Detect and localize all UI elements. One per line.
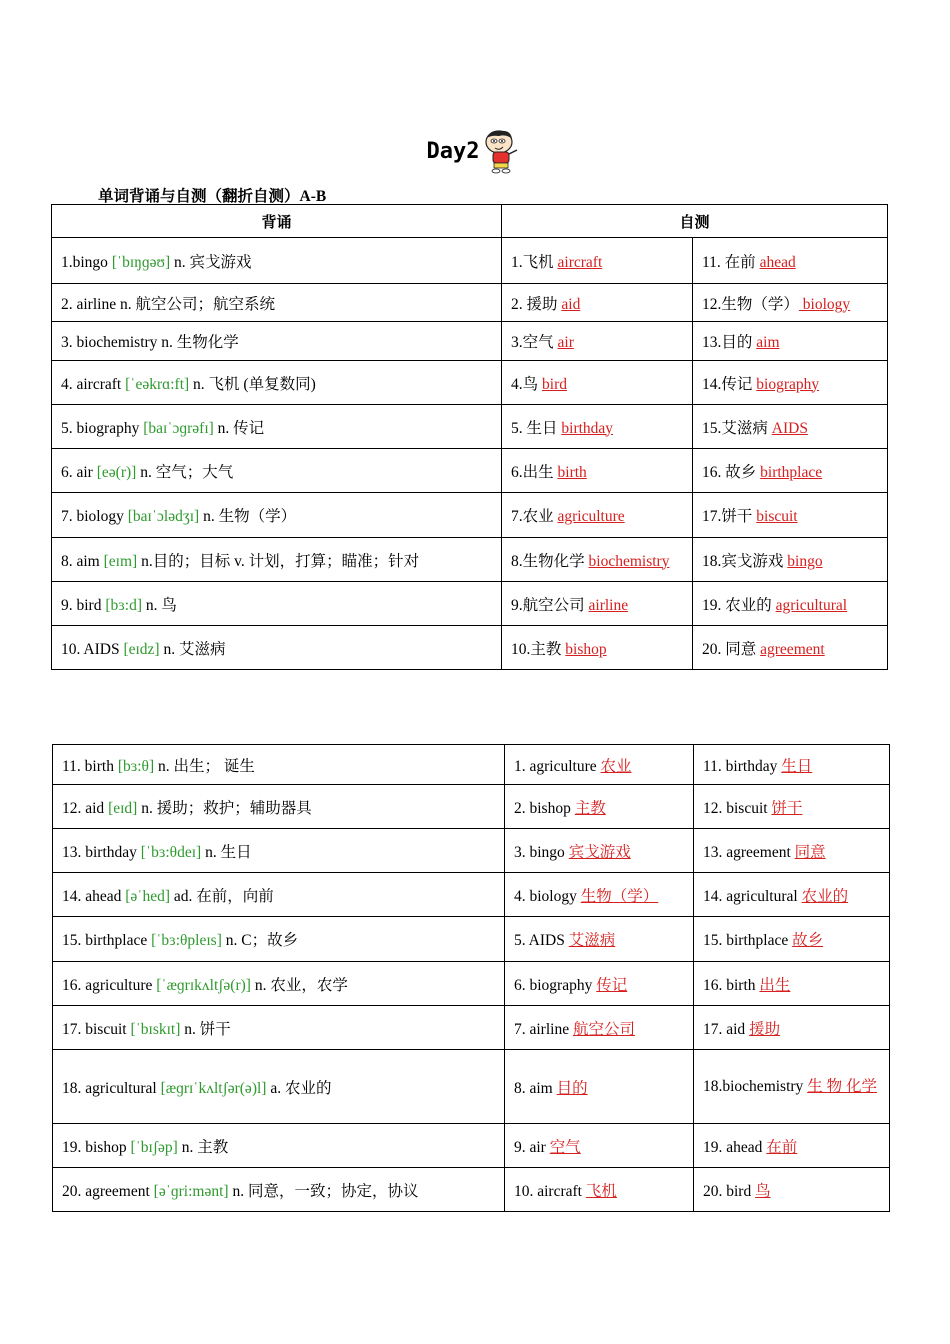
definition: n. 宾戈游戏 <box>170 253 252 271</box>
prompt: 4.鸟 <box>511 375 543 393</box>
definition: n. 援助；救护；辅助器具 <box>137 799 312 817</box>
definition: n. 饼干 <box>180 1020 231 1038</box>
prompt: 16. 故乡 <box>702 463 761 481</box>
prompt: 13.目的 <box>702 334 757 351</box>
test-cell-right <box>693 582 888 626</box>
phonetic: [ˈæɡrɪkʌltʃə(r)] <box>156 976 251 994</box>
prompt: 3. bingo <box>514 843 569 861</box>
test-cell-left <box>505 745 694 785</box>
table-row <box>53 829 890 873</box>
test-cell-right <box>694 873 890 917</box>
answer: bird <box>542 375 567 393</box>
test-cell-left <box>505 1050 694 1124</box>
prompt: 19. 农业的 <box>702 596 776 614</box>
answer: 生物（学） <box>580 887 659 905</box>
word-entry: 1.bingo <box>61 253 112 271</box>
prompt: 1.飞机 <box>511 253 558 271</box>
prompt: 5. AIDS <box>514 932 569 949</box>
word-entry: 18. agricultural <box>62 1079 161 1097</box>
recite-cell <box>52 449 502 493</box>
phonetic: [eə(r)] <box>96 463 137 481</box>
definition: n. C；故乡 <box>221 932 299 949</box>
header-self-test: 自测 <box>502 205 888 238</box>
test-cell-left <box>502 538 693 582</box>
test-cell-left <box>502 361 693 405</box>
answer: 宾戈游戏 <box>568 843 631 861</box>
title-text: Day2 <box>426 139 480 164</box>
word-entry: 4. aircraft <box>61 375 126 393</box>
prompt: 7.农业 <box>511 508 558 525</box>
phonetic: [əˈhed] <box>125 887 171 905</box>
definition: n. 空气；大气 <box>136 463 234 481</box>
test-cell-left <box>505 873 694 917</box>
test-cell-left <box>505 917 694 962</box>
word-entry: 17. biscuit <box>62 1020 131 1038</box>
definition: a. 农业的 <box>266 1079 332 1097</box>
answer: 援助 <box>749 1020 781 1038</box>
word-entry: 2. airline n. 航空公司；航空系统 <box>61 295 275 313</box>
table-row <box>52 322 888 361</box>
definition: n.目的；目标 v. 计划，打算；瞄准；针对 <box>137 552 420 570</box>
table-row <box>52 284 888 322</box>
prompt: 14. agricultural <box>703 887 802 905</box>
recite-cell <box>53 873 505 917</box>
table-row <box>52 582 888 626</box>
table-row <box>53 745 890 785</box>
recite-cell <box>52 284 502 322</box>
prompt: 8. aim <box>514 1079 557 1097</box>
definition: n. 传记 <box>213 419 265 437</box>
word-entry: 9. bird <box>61 596 106 614</box>
test-cell-left <box>502 238 693 284</box>
answer: 出生 <box>759 976 791 994</box>
answer: 农业的 <box>801 887 849 905</box>
answer: birthplace <box>760 463 823 481</box>
test-cell-right <box>693 493 888 538</box>
prompt: 19. ahead <box>703 1138 767 1156</box>
section-subtitle: 单词背诵与自测（翻折自测）A-B <box>98 188 327 205</box>
word-entry: 11. birth <box>62 757 118 775</box>
recite-cell <box>53 1124 505 1168</box>
prompt: 12. biscuit <box>703 799 772 817</box>
test-cell-right <box>693 538 888 582</box>
answer: 在前 <box>766 1138 798 1156</box>
definition: n. 同意，一致；协定，协议 <box>228 1182 419 1200</box>
prompt: 11. 在前 <box>702 253 760 271</box>
answer: bishop <box>565 640 607 658</box>
table-header-row <box>52 205 888 238</box>
answer: air <box>557 334 574 351</box>
test-cell-left <box>505 1168 694 1212</box>
prompt: 11. birthday <box>703 757 782 775</box>
prompt: 4. biology <box>514 887 581 905</box>
test-cell-right <box>693 284 888 322</box>
answer: 传记 <box>596 976 628 994</box>
prompt: 1. agriculture <box>514 757 601 775</box>
table-row <box>52 238 888 284</box>
word-entry: 15. birthplace <box>62 932 152 949</box>
answer: 艾滋病 <box>568 932 616 949</box>
phonetic: [ˈbɜ:θpleɪs] <box>151 932 222 949</box>
phonetic: [eɪdz] <box>123 640 160 658</box>
test-cell-left <box>502 322 693 361</box>
phonetic: [baɪˈɔlədʒɪ] <box>127 508 200 525</box>
prompt: 2. 援助 <box>511 295 562 313</box>
word-entry: 14. ahead <box>62 887 126 905</box>
answer: birth <box>557 463 587 481</box>
prompt: 7. airline <box>514 1020 573 1038</box>
answer: 生 物 化学 <box>807 1078 877 1095</box>
prompt: 20. bird <box>703 1182 756 1200</box>
phonetic: [eɪm] <box>103 552 138 570</box>
answer: aid <box>561 295 581 313</box>
word-entry: 7. biology <box>61 508 128 525</box>
test-cell-right <box>694 917 890 962</box>
phonetic: [bɜ:d] <box>105 596 142 614</box>
table-row <box>52 626 888 670</box>
recite-cell <box>53 1006 505 1050</box>
test-cell-right <box>693 626 888 670</box>
phonetic: [ˈbɪskɪt] <box>130 1020 181 1038</box>
recite-cell <box>52 405 502 449</box>
answer: AIDS <box>771 419 808 437</box>
answer: 空气 <box>549 1138 581 1156</box>
test-cell-left <box>502 493 693 538</box>
definition: n. 艾滋病 <box>159 640 226 658</box>
recite-cell <box>52 538 502 582</box>
test-cell-right <box>693 322 888 361</box>
answer: birthday <box>561 419 614 437</box>
test-cell-left <box>505 785 694 829</box>
prompt: 8.生物化学 <box>511 552 589 570</box>
word-entry: 16. agriculture <box>62 976 157 994</box>
test-cell-right <box>694 1006 890 1050</box>
answer: 目的 <box>556 1079 588 1097</box>
prompt: 12.生物（学） <box>702 295 799 313</box>
phonetic: [eɪd] <box>108 799 138 817</box>
prompt: 18.biochemistry <box>703 1078 808 1095</box>
phonetic: [baɪˈɔɡrəfɪ] <box>143 419 214 437</box>
table-row <box>53 962 890 1006</box>
prompt: 9.航空公司 <box>511 596 589 614</box>
test-cell-right <box>693 405 888 449</box>
phonetic: [ˈbɪŋɡəʊ] <box>111 253 171 271</box>
page-title <box>0 128 950 174</box>
answer: 鸟 <box>755 1182 771 1200</box>
prompt: 6.出生 <box>511 463 558 481</box>
test-cell-right <box>694 829 890 873</box>
test-cell-right <box>694 785 890 829</box>
table-row <box>52 405 888 449</box>
prompt: 15.艾滋病 <box>702 419 772 437</box>
cartoon-boy-icon <box>481 128 523 174</box>
table-row <box>53 917 890 962</box>
test-cell-left <box>502 626 693 670</box>
definition: n. 飞机 (单复数同) <box>189 375 316 393</box>
phonetic: [ˈbɜ:θdeɪ] <box>140 843 202 861</box>
word-entry: 8. aim <box>61 552 104 570</box>
recite-cell <box>53 785 505 829</box>
prompt: 10.主教 <box>511 640 566 658</box>
answer: 主教 <box>574 799 606 817</box>
answer: biology <box>798 295 851 313</box>
prompt: 5. 生日 <box>511 419 562 437</box>
test-cell-right <box>694 1168 890 1212</box>
word-entry: 12. aid <box>62 799 109 817</box>
table2-body <box>53 745 890 1212</box>
word-entry: 19. bishop <box>62 1138 131 1156</box>
word-entry: 3. biochemistry n. 生物化学 <box>61 334 239 351</box>
phonetic: [æɡrɪˈkʌltʃər(ə)l] <box>160 1079 267 1097</box>
table-row <box>53 1124 890 1168</box>
recite-cell <box>52 626 502 670</box>
table-row <box>53 1050 890 1124</box>
prompt: 13. agreement <box>703 843 795 861</box>
table-row <box>52 493 888 538</box>
recite-cell <box>53 962 505 1006</box>
recite-cell <box>53 1050 505 1124</box>
answer: 生日 <box>781 757 813 775</box>
phonetic: [bɜ:θ] <box>117 757 155 775</box>
word-entry: 5. biography <box>61 419 144 437</box>
test-cell-left <box>505 829 694 873</box>
test-cell-left <box>502 405 693 449</box>
prompt: 6. biography <box>514 976 597 994</box>
answer: 饼干 <box>771 799 803 817</box>
definition: n. 主教 <box>177 1138 229 1156</box>
recite-cell <box>52 361 502 405</box>
answer: biscuit <box>756 508 798 525</box>
prompt: 17. aid <box>703 1020 750 1038</box>
table-row <box>52 361 888 405</box>
recite-cell <box>52 582 502 626</box>
prompt: 20. 同意 <box>702 640 761 658</box>
table-row <box>53 1168 890 1212</box>
prompt: 15. birthplace <box>703 932 793 949</box>
word-entry: 6. air <box>61 463 97 481</box>
word-entry: 13. birthday <box>62 843 141 861</box>
recite-cell <box>53 1168 505 1212</box>
test-cell-right <box>694 1050 890 1124</box>
header-recite: 背诵 <box>52 205 502 238</box>
vocab-table-1 <box>51 204 888 670</box>
recite-cell <box>52 238 502 284</box>
test-cell-left <box>505 1124 694 1168</box>
definition: n. 出生； 诞生 <box>154 757 255 775</box>
phonetic: [ˈbɪʃəp] <box>130 1138 178 1156</box>
word-entry: 20. agreement <box>62 1182 154 1200</box>
prompt: 2. bishop <box>514 799 575 817</box>
recite-cell <box>53 917 505 962</box>
answer: agricultural <box>775 596 848 614</box>
recite-cell <box>52 493 502 538</box>
answer: airline <box>588 596 629 614</box>
definition: n. 生物（学） <box>199 508 297 525</box>
recite-cell <box>53 745 505 785</box>
prompt: 3.空气 <box>511 334 558 351</box>
test-cell-right <box>694 1124 890 1168</box>
test-cell-right <box>693 361 888 405</box>
test-cell-right <box>694 745 890 785</box>
table-row <box>52 538 888 582</box>
answer: 飞机 <box>585 1182 617 1200</box>
answer: aim <box>756 334 780 351</box>
answer: biochemistry <box>588 552 670 570</box>
answer: 同意 <box>794 843 826 861</box>
definition: n. 农业，农学 <box>250 976 348 994</box>
test-cell-left <box>502 284 693 322</box>
table-row <box>53 873 890 917</box>
answer: 故乡 <box>792 932 824 949</box>
definition: n. 生日 <box>201 843 252 861</box>
table-row <box>53 1006 890 1050</box>
prompt: 18.宾戈游戏 <box>702 552 788 570</box>
prompt: 14.传记 <box>702 375 757 393</box>
prompt: 16. birth <box>703 976 760 994</box>
prompt: 9. air <box>514 1138 550 1156</box>
prompt: 17.饼干 <box>702 508 757 525</box>
answer: biography <box>756 375 820 393</box>
answer: 航空公司 <box>572 1020 635 1038</box>
recite-cell <box>53 829 505 873</box>
definition: n. 鸟 <box>141 596 177 614</box>
word-entry: 10. AIDS <box>61 640 124 658</box>
test-cell-left <box>502 449 693 493</box>
recite-cell <box>52 322 502 361</box>
test-cell-left <box>502 582 693 626</box>
table-row <box>53 785 890 829</box>
definition: ad. 在前，向前 <box>170 887 274 905</box>
answer: 农业 <box>600 757 632 775</box>
table1-body <box>52 238 888 670</box>
vocab-table-2 <box>52 744 890 1212</box>
test-cell-right <box>693 449 888 493</box>
test-cell-left <box>505 962 694 1006</box>
table-row <box>52 449 888 493</box>
test-cell-right <box>694 962 890 1006</box>
phonetic: [əˈɡri:mənt] <box>153 1182 229 1200</box>
answer: agriculture <box>557 508 625 525</box>
test-cell-left <box>505 1006 694 1050</box>
phonetic: [ˈeəkrɑ:ft] <box>125 375 190 393</box>
answer: ahead <box>759 253 796 271</box>
answer: bingo <box>787 552 823 570</box>
answer: agreement <box>760 640 825 658</box>
answer: aircraft <box>557 253 603 271</box>
prompt: 10. aircraft <box>514 1182 586 1200</box>
test-cell-right <box>693 238 888 284</box>
